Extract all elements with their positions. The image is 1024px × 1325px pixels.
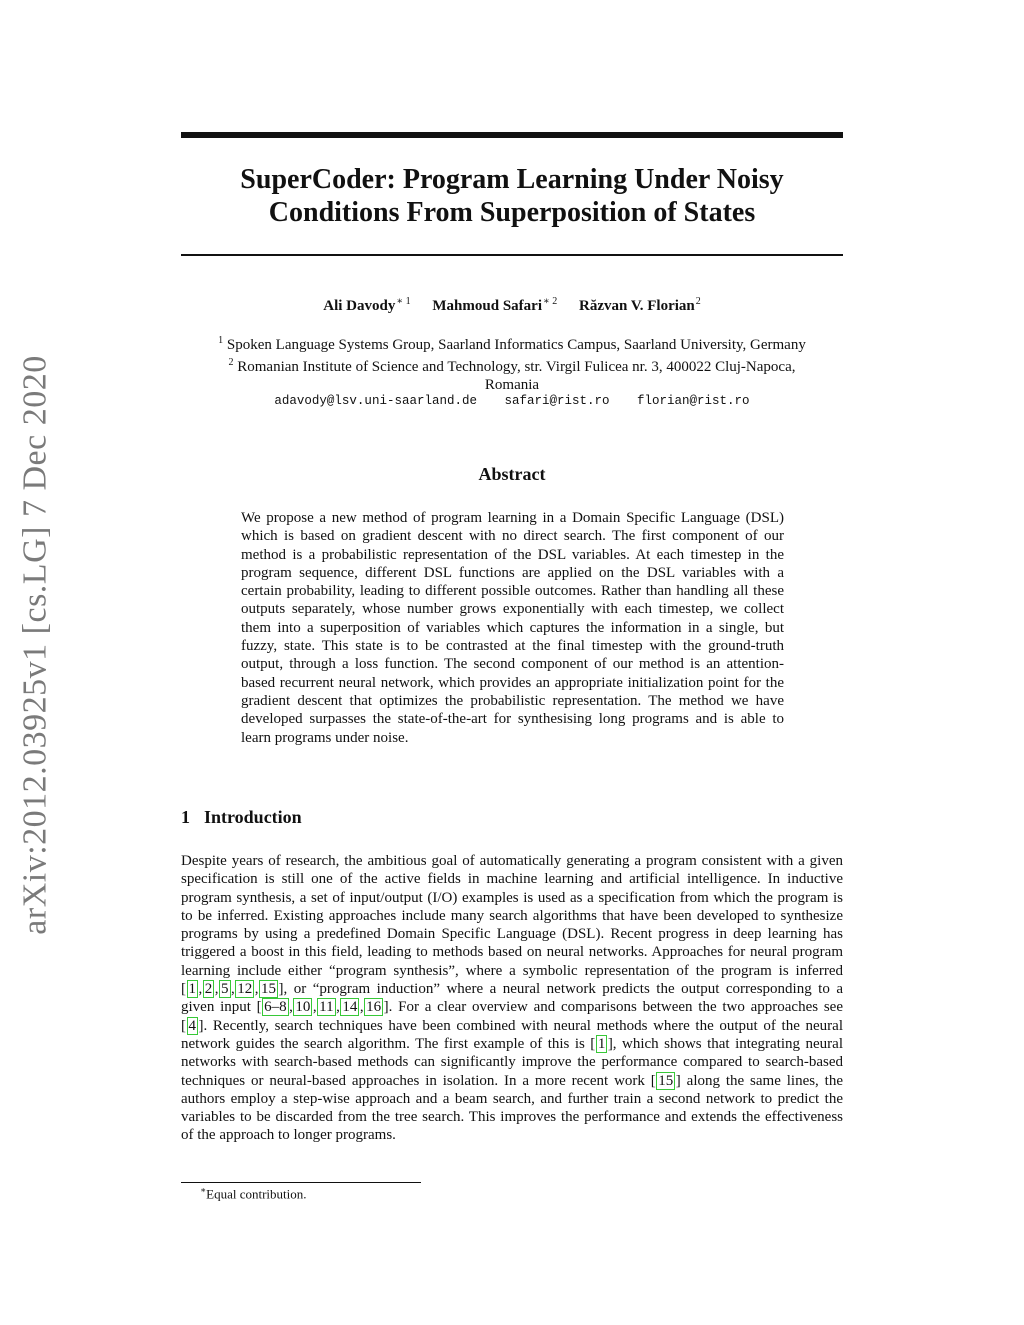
citation-link[interactable]: 10 (295, 999, 311, 1016)
introduction-paragraph: Despite years of research, the ambitious goal of automatically generating a program consistent with a given specification is still one of the active fields in machine learning and artificial intelligence. In inductive program synthesis, a set of input/output (I/O) examples is used as a specification from which the program is to be inferred. Existing approaches include many search algorithms that have been developed to synthesize programs by using a predefined Domain Specific Language (DSL). Recent progress in deep learning has triggered a boost in this field, leading to methods based on neural networks. Approaches for neural program learning include either “program synthesis”, where a symbolic representation of the program is inferred [ 1 , 2 , 5 , 12 , 15 ], or “program induction” where a neural network predicts the output corresponding to a given input [ 6–8 , 10 , 11 , 14 , 16 ]. For a clear overview and comparisons between the two approaches see [ 4 ]. Recently, search techniques have been combined with neural methods where the output of the neural network guides the search algorithm. The first example of this is [ 1 ], which shows that integrating neural networks with search-based methods can significantly improve the performance compared to search-based techniques or neural-based approaches in isolation. In a more recent work [ 15 ] along the same lines, the authors employ a step-wise approach and a beam search, and further train a second network to predict the variables to be discarded from the tree search. This improves the performance and extends the effectiveness of the approach to longer programs. (181, 853, 844, 1144)
paper-title (181, 163, 843, 229)
author-list (181, 296, 843, 315)
citation-link[interactable]: 15 (261, 981, 276, 998)
citation-link[interactable]: 1 (597, 1035, 606, 1052)
affiliation-2: $^2$ Romanian Institute of Science and Technology, str. Virgil Fulicea nr. 3, 400022 Cluj-Napoca, (228, 357, 796, 375)
citation-link[interactable]: 14 (342, 999, 358, 1016)
footnote-rule (181, 1182, 421, 1183)
email-2[interactable]: safari@rist.ro (504, 394, 610, 408)
title-line-1: SuperCoder: Program Learning Under Noisy (240, 164, 784, 195)
citation-link[interactable]: 12 (237, 981, 253, 998)
author-3: Răzvan V. Florian$^2$ (579, 296, 701, 314)
citation-link[interactable]: 15 (658, 1072, 674, 1089)
footnote (200, 1185, 800, 1202)
citation-link[interactable]: 11 (319, 999, 334, 1016)
affiliation-2-continued: Romania (484, 377, 540, 393)
citation-link[interactable]: 6–8 (264, 999, 287, 1016)
footnote-text: Equal contribution. (206, 1186, 307, 1202)
title-bottom-rule (181, 254, 843, 256)
citation-link[interactable]: 16 (366, 999, 382, 1016)
title-line-2: Conditions From Superposition of States (268, 197, 756, 228)
citation-link[interactable]: 4 (188, 1017, 196, 1034)
footnote-mark: ∗ (200, 1185, 207, 1195)
author-2: Mahmoud Safari$^{∗ 2}$ (432, 296, 558, 314)
arxiv-side-stamp (14, 355, 58, 935)
abstract-heading: Abstract (478, 464, 546, 484)
arxiv-identifier: arXiv:2012.03925v1 [cs.LG] 7 Dec 2020 (17, 355, 55, 935)
affiliation-1: $^1$ Spoken Language Systems Group, Saarland Informatics Campus, Saarland University, Germany (218, 335, 806, 353)
email-1[interactable]: adavody@lsv.uni-saarland.de (274, 394, 477, 408)
author-1: Ali Davody$^{∗ 1}$ (323, 296, 411, 314)
email-3[interactable]: florian@rist.ro (637, 394, 750, 408)
email-list (181, 394, 843, 408)
abstract-text: We propose a new method of program learning in a Domain Specific Language (DSL) which is based on gradient descent with no direct search. The first component of our method is a probabilistic representation of the DSL variables. At each timestep in the program sequence, different DSL functions are applied on the DSL variables with a certain probability, leading to different possible outcomes. Rather than handling all these outputs separately, whose number grows exponentially with each timestep, we collect them into a superposition of variables which captures the information in a single, but fuzzy, state. This state is to be contrasted at the final timestep with the ground-truth output, through a loss function. The second component of our method is an attention-based recurrent neural network, which provides an appropriate initialization point for the gradient descent that optimizes the probabilistic representation. The method we have developed surpasses the state-of-the-art for synthesising long programs and is able to learn programs under noise. (241, 510, 784, 746)
citation-link[interactable]: 5 (221, 981, 229, 998)
citation-link[interactable]: 2 (204, 981, 213, 998)
affiliation-list (181, 332, 843, 394)
citation-link[interactable]: 1 (188, 981, 196, 998)
section-heading-introduction (181, 807, 843, 828)
title-top-rule (181, 132, 843, 138)
section-title: Introduction (204, 807, 302, 827)
section-number: 1 (181, 807, 190, 827)
